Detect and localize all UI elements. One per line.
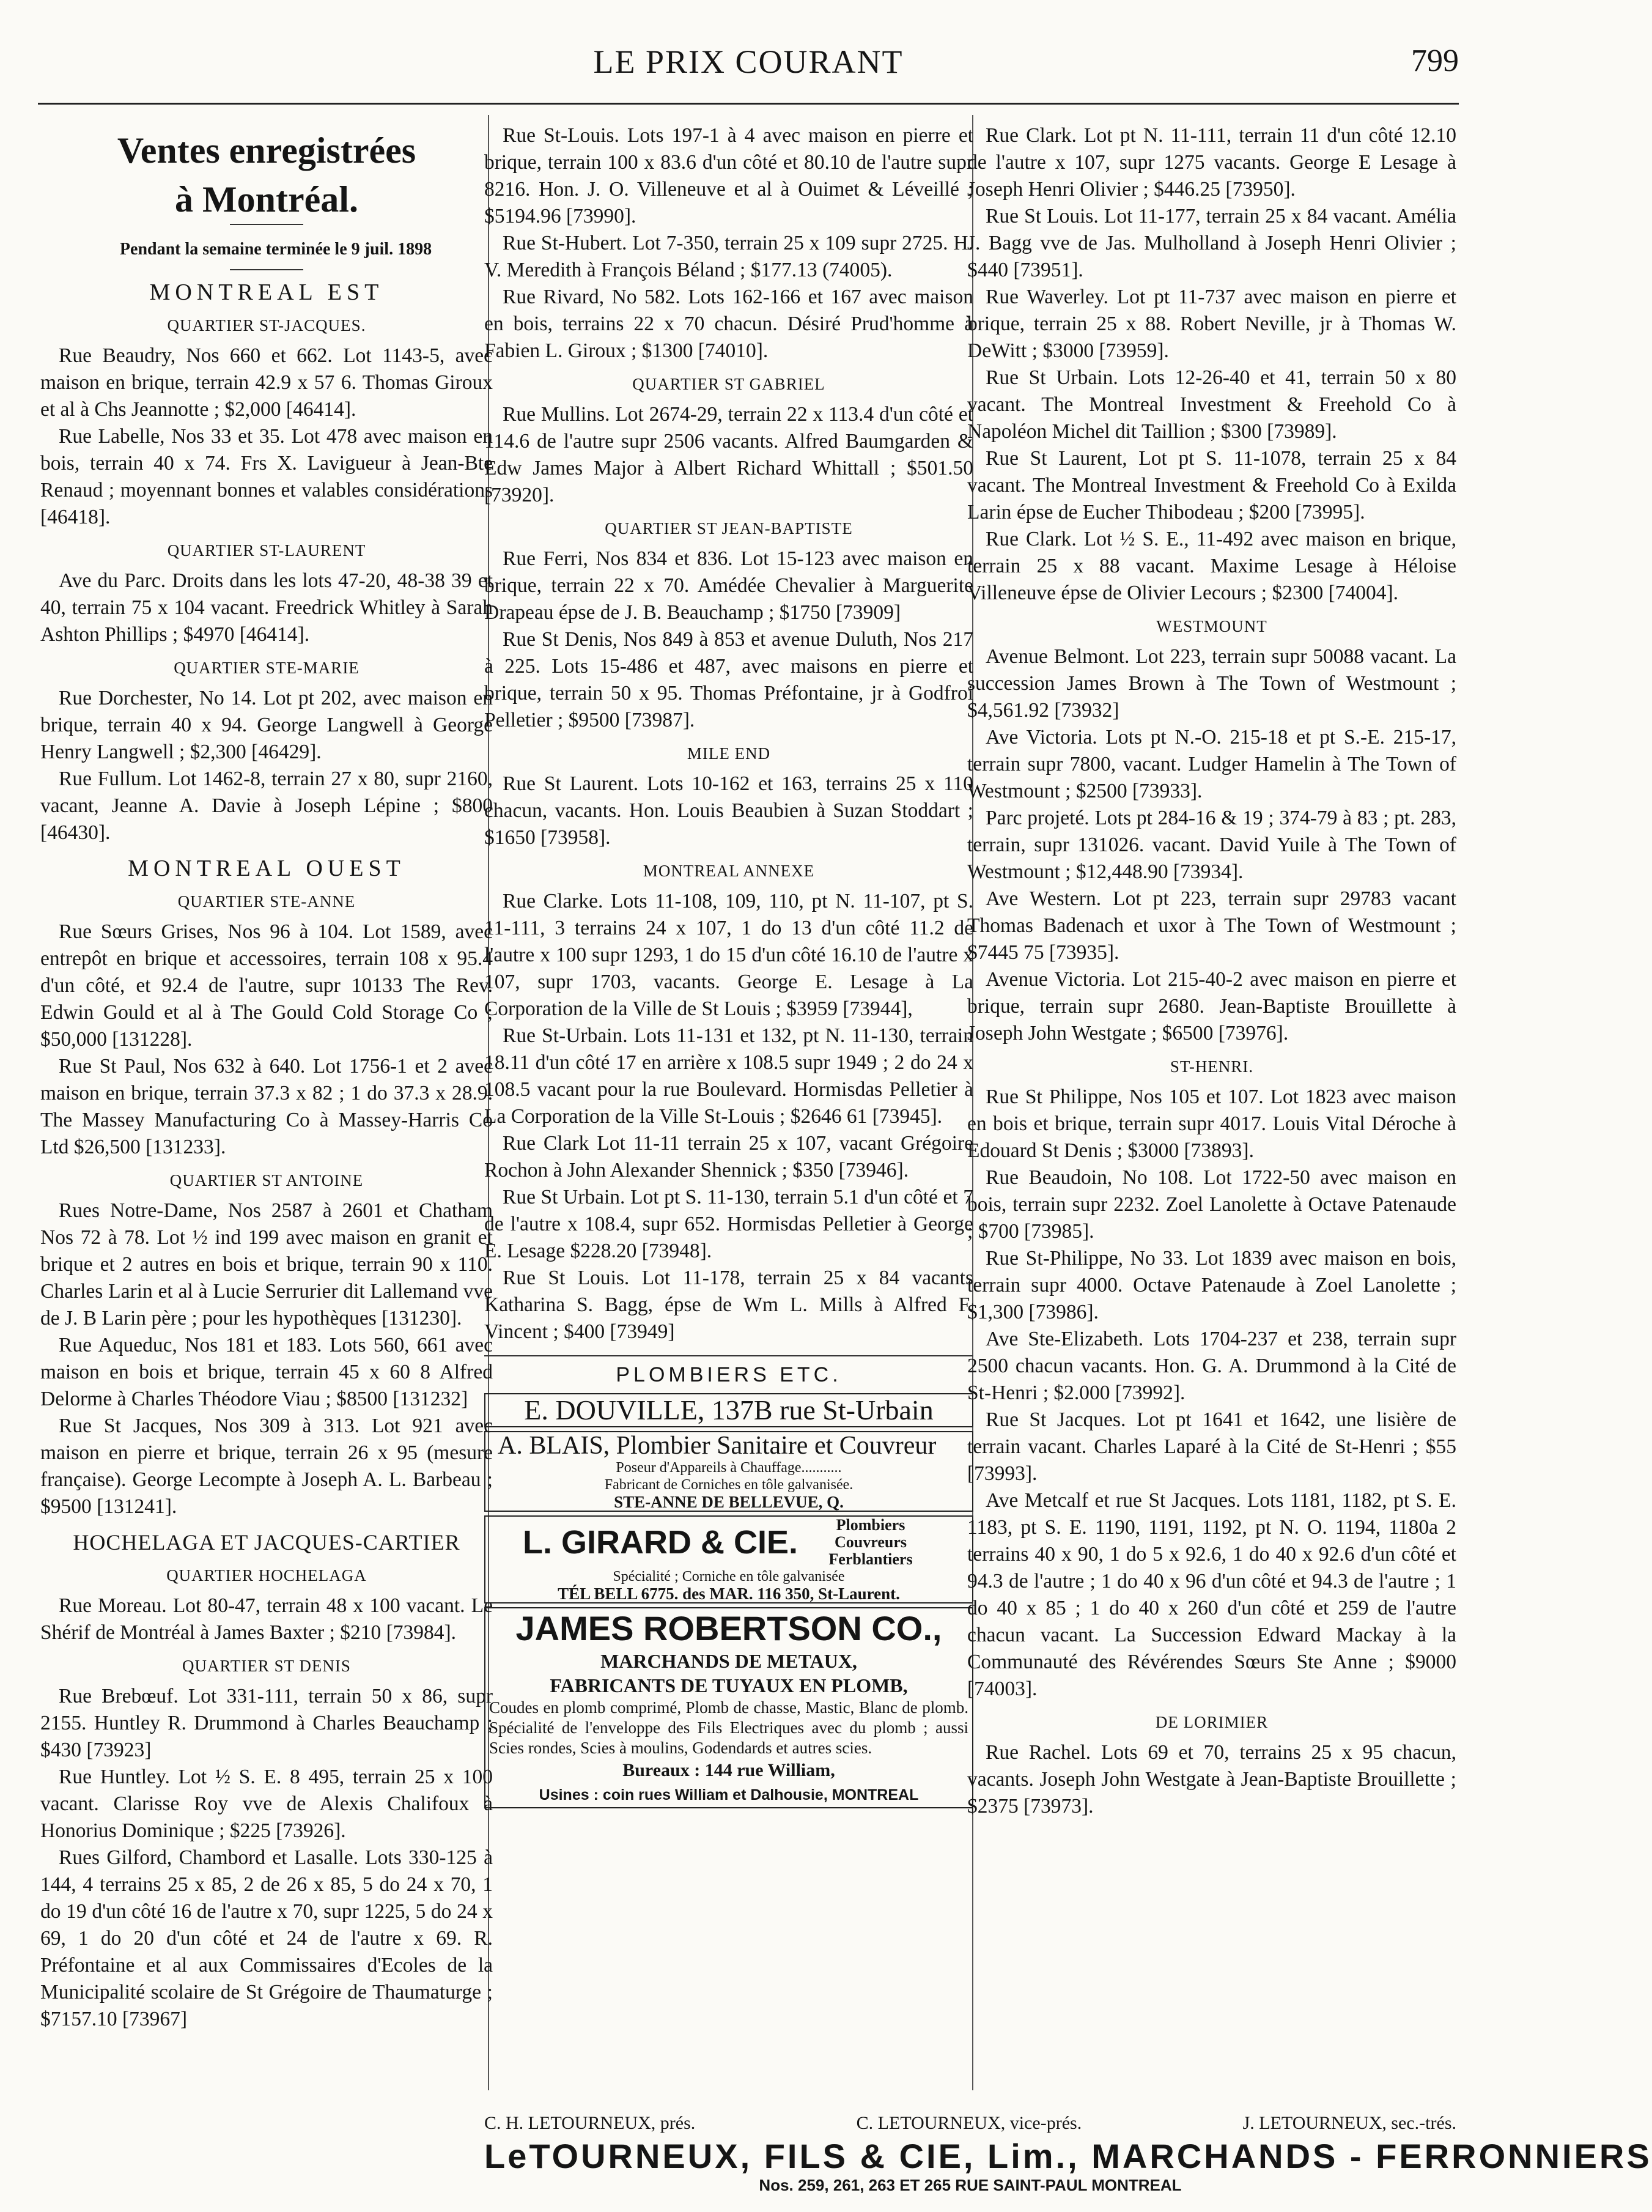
sale-entry: Avenue Belmont. Lot 223, terrain supr 50088 vacant. La succession James Brown à The Town of Westmount ; $4,561.92 [73932]: [967, 645, 1456, 722]
ad-girard-line: Spécialité ; Corniche en tôle galvanisée: [613, 1569, 845, 1585]
sale-entry: Rue Clark Lot 11-11 terrain 25 x 107, vacant Grégoire Rochon à John Alexander Shennick ; $350 [73946].: [484, 1132, 973, 1182]
sale-entry: Parc projeté. Lots pt 284-16 & 19 ; 374-79 à 83 ; pt. 283, terrain, supr 131026. vacant. David Yuile à The Town of Westmount ; $12,448.90 [73934].: [967, 807, 1456, 883]
sale-entry: Rue St Urbain. Lot pt S. 11-130, terrain 5.1 d'un côté et 7 de l'autre x 108.4, supr 652. Hormisdas Pelletier à George E. Lesage $228.20 [73948].: [484, 1186, 973, 1262]
sale-entry: Rues Notre-Dame, Nos 2587 à 2601 et Chatham Nos 72 à 78. Lot ½ ind 199 avec maison en granit et brique et 2 autres en bois et brique, terrain 90 x 110. Charles Larin et al à Lucie Serrurier dit Lallemand vve de J. B Larin père ; pour les hypothèques [131230].: [40, 1199, 493, 1330]
ad-robertson: [484, 1607, 973, 1808]
sale-entry: Ave Ste-Elizabeth. Lots 1704-237 et 238, terrain supr 2500 chacun vacants. Hon. G. A. Drummond à la Cité de St-Henri ; $2.000 [73992].: [967, 1328, 1456, 1404]
officer-vice-president: C. LETOURNEUX, vice-prés.: [856, 2113, 1082, 2133]
sale-entry: Rue St-Hubert. Lot 7-350, terrain 25 x 109 supr 2725. H. V. Meredith à François Béland ; $177.13 (74005).: [484, 232, 973, 281]
sale-entry: Rue St Louis. Lot 11-178, terrain 25 x 84 vacants Katharina S. Bagg, épse de Wm L. Mills à Alfred F. Vincent ; $400 [73949]: [484, 1267, 973, 1343]
ads-heading: PLOMBIERS ETC.: [484, 1355, 973, 1388]
ad-blais-name: A. BLAIS, Plombier Sanitaire et Couvreur: [498, 1432, 937, 1460]
footer-firm-name: LeTOURNEUX, FILS & CIE, Lim., MARCHANDS - FERRONNIERS: [484, 2137, 1652, 2175]
header-rule: [38, 103, 1459, 105]
sale-entry: Rues Gilford, Chambord et Lasalle. Lots 330-125 à 144, 4 terrains 25 x 85, 2 de 26 x 85, 5 do 24 x 70, 1 do 19 d'un côté 16 de l'autre x 70, supr 1225, 5 do 24 x 69, 1 do 20 d'un côté et 24 de l'autre x 69. R. Préfontaine et al aux Commissaires d'Ecoles de la Municipalité scolaire de St Grégoire de Thaumaturge ; $7157.10 [73967]: [40, 1846, 493, 2030]
sale-entry: Rue Sœurs Grises, Nos 96 à 104. Lot 1589, avec entrepôt en brique et accessoires, terrain 108 x 95.4 d'un côté, et 92.4 de l'autre, supr 10133 The Rev. Edwin Gould et al à The Gould Cold Storage Co ; $50,000 [131228].: [40, 920, 493, 1051]
quarter-heading: QUARTIER ST JEAN-BAPTISTE: [605, 519, 853, 538]
quarter-heading: QUARTIER ST-LAURENT: [167, 541, 366, 560]
ad-blais-line: Fabricant de Corniches en tôle galvanisée.: [604, 1477, 854, 1493]
ad-robertson-line: FABRICANTS DE TUYAUX EN PLOMB,: [550, 1674, 908, 1696]
section-title: Ventes enregistrées: [117, 130, 416, 171]
sale-entry: Rue Beaudoin, No 108. Lot 1722-50 avec maison en bois, terrain supr 2232. Zoel Lanolette à Octave Patenaude ; $700 [73985].: [967, 1166, 1456, 1243]
sale-entry: Rue Aqueduc, Nos 181 et 183. Lots 560, 661 avec maison en bois et brique, terrain 45 x 60 8 Alfred Delorme à Charles Théodore Viau ; $8500 [131232]: [40, 1334, 493, 1410]
divider: [230, 269, 303, 270]
quarter-heading: ST-HENRI.: [1170, 1057, 1254, 1076]
footer-address: Nos. 259, 261, 263 ET 265 RUE SAINT-PAUL MONTREAL: [759, 2176, 1182, 2194]
ad-robertson-body: Coudes en plomb comprimé, Plomb de chasse, Mastic, Blanc de plomb. Spécialité de l'enveloppe des Fils Electriques avec du plomb ; aussi Scies rondes, Scies à moulins, Godendards et autres scies.: [489, 1698, 968, 1757]
sale-entry: Rue Huntley. Lot ½ S. E. 8 495, terrain 25 x 100 vacant. Clarisse Roy vve de Alexis Chalifoux à Honorius Dominique ; $225 [73926].: [40, 1766, 493, 1842]
quarter-heading: QUARTIER ST DENIS: [182, 1657, 351, 1675]
ad-douville: [484, 1393, 973, 1427]
sale-entry: Rue Ferri, Nos 834 et 836. Lot 15-123 avec maison en brique, terrain 22 x 70. Amédée Chevalier à Marguerite Drapeau épse de J. B. Beauchamp ; $1750 [73909]: [484, 547, 973, 624]
ad-girard: [484, 1515, 973, 1604]
quarter-heading: QUARTIER STE-MARIE: [174, 659, 360, 677]
ad-blais-location: STE-ANNE DE BELLEVUE, Q.: [614, 1493, 844, 1511]
quarter-heading: QUARTIER ST ANTOINE: [169, 1171, 364, 1189]
ad-blais-line: Poseur d'Appareils à Chauffage...........: [616, 1460, 842, 1476]
sale-entry: Rue Beaudry, Nos 660 et 662. Lot 1143-5, avec maison en brique, terrain 42.9 x 57 6. Thomas Giroux et al à Chs Jeannotte ; $2,000 [46414].: [40, 344, 493, 421]
sale-entry: Rue St Denis, Nos 849 à 853 et avenue Duluth, Nos 217 à 225. Lots 15-486 et 487, avec maisons en pierre et brique, terrain 50 x 95. Thomas Préfontaine, jr à Godfroi Pelletier ; $9500 [73987].: [484, 628, 973, 731]
sale-entry: Rue St Paul, Nos 632 à 640. Lot 1756-1 et 2 avec maison en brique, terrain 37.3 x 82 ; 1 do 37.3 x 28.9. The Massey Manufacturing Co à Massey-Harris Co Ltd $26,500 [131233].: [40, 1055, 493, 1158]
page-header: [0, 43, 1497, 80]
sale-entry: Ave Western. Lot pt 223, terrain supr 29783 vacant Thomas Badenach et uxor à The Town of Westmount ; $7445 75 [73935].: [967, 887, 1456, 964]
ad-robertson-name: JAMES ROBERTSON CO.,: [515, 1609, 942, 1648]
officer-president: C. H. LETOURNEUX, prés.: [484, 2113, 696, 2133]
sale-entry: Rue Moreau. Lot 80-47, terrain 48 x 100 vacant. Le Shérif de Montréal à James Baxter ; $210 [73984].: [40, 1594, 493, 1644]
quarter-heading: WESTMOUNT: [1156, 617, 1267, 635]
sale-entry: Rue St Laurent, Lot pt S. 11-1078, terrain 25 x 84 vacant. The Montreal Investment & Freehold Co à Exilda Larin épse de Eucher Thibodeau ; $200 [73995].: [967, 447, 1456, 523]
district-heading: MONTREAL OUEST: [128, 856, 405, 881]
sale-entry: Rue Brebœuf. Lot 331-111, terrain 50 x 86, supr 2155. Huntley R. Drummond à Charles Beauchamp ; $430 [73923]: [40, 1685, 493, 1761]
column-2: [484, 122, 973, 1812]
sale-entry: Rue Dorchester, No 14. Lot pt 202, avec maison en brique, terrain 40 x 94. George Langwell à George Henry Langwell ; $2,300 [46429].: [40, 687, 493, 763]
footer-ad: [484, 2113, 1652, 2195]
sale-entry: Rue Clark. Lot ½ S. E., 11-492 avec maison en brique, terrain 25 x 88 vacant. Maxime Lesage à Héloise Villeneuve épse de Olivier Lecours ; $2300 [74004].: [967, 528, 1456, 604]
quarter-heading: QUARTIER HOCHELAGA: [166, 1566, 367, 1585]
sale-entry: Rue Mullins. Lot 2674-29, terrain 22 x 113.4 d'un côté et 114.6 de l'autre supr 2506 vacants. Alfred Baumgarden & Edw James Major à Albert Richard Whittall ; $501.50 [73920].: [484, 403, 973, 506]
quarter-heading: QUARTIER ST-JACQUES.: [167, 316, 366, 335]
journal-title: LE PRIX COURANT: [593, 43, 904, 80]
ad-robertson-works: Usines : coin rues William et Dalhousie, MONTREAL: [539, 1786, 919, 1803]
ad-girard-trade: Plombiers Couvreurs Ferblantiers: [828, 1516, 913, 1568]
page-number: 799: [1411, 43, 1459, 78]
ad-robertson-office: Bureaux : 144 rue William,: [622, 1760, 835, 1780]
district-heading: MONTREAL EST: [149, 279, 384, 305]
quarter-heading: DE LORIMIER: [1155, 1713, 1269, 1731]
section-subtitle: Pendant la semaine terminée le 9 juil. 1898: [119, 240, 432, 259]
sale-entry: Rue Clark. Lot pt N. 11-111, terrain 11 d'un côté 12.10 de l'autre x 107, supr 1275 vacants. George E Lesage à Joseph Henri Olivier ; $446.25 [73950].: [967, 124, 1456, 201]
footer-officers: [484, 2113, 1456, 2134]
sale-entry: Rue St-Philippe, No 33. Lot 1839 avec maison en bois, terrain supr 4000. Octave Patenaude à Zoel Lanolette ; $1,300 [73986].: [967, 1247, 1456, 1323]
section-title-2: à Montréal.: [175, 179, 358, 220]
sale-entry: Rue St-Louis. Lots 197-1 à 4 avec maison en pierre et brique, terrain 100 x 83.6 d'un côté et 80.10 de l'autre supr 8216. Hon. J. O. Villeneuve et al à Ouimet & Léveillé ; $5194.96 [73990].: [484, 124, 973, 227]
sale-entry: Rue St Louis. Lot 11-177, terrain 25 x 84 vacant. Amélia J. Bagg vve de Jas. Mulholland à Joseph Henri Olivier ; $440 [73951].: [967, 205, 1456, 281]
sale-entry: Rue St Philippe, Nos 105 et 107. Lot 1823 avec maison en bois et brique, terrain supr 4017. Louis Vital Déroche à Edouard St Denis ; $3000 [73893].: [967, 1086, 1456, 1162]
column-1: [40, 122, 493, 2033]
sale-entry: Rue Waverley. Lot pt 11-737 avec maison en pierre et brique, terrain 25 x 88. Robert Neville, jr à Thomas W. DeWitt ; $3000 [73959].: [967, 286, 1456, 362]
sale-entry: Rue St Laurent. Lots 10-162 et 163, terrains 25 x 110 chacun, vacants. Hon. Louis Beaubien à Suzan Stoddart ; $1650 [73958].: [484, 772, 973, 849]
district-heading: HOCHELAGA ET JACQUES-CARTIER: [73, 1530, 460, 1555]
sale-entry: Rue Clarke. Lots 11-108, 109, 110, pt N. 11-107, pt S. 11-111, 3 terrains 24 x 107, 1 do 13 d'un côté 11.2 de l'autre x 100 supr 1293, 1 do 15 d'un côté 16.10 de l'autre x 107, supr 1703, vacants. George E. Lesage à La Corporation de la Ville de St Louis ; $3959 [73944],: [484, 890, 973, 1020]
sale-entry: Ave Metcalf et rue St Jacques. Lots 1181, 1182, pt S. E. 1183, pt S. E. 1190, 1191, 1192, pt N. O. 1194, 1180a 2 terrains 40 x 90, 1 do 5 x 92.6, 1 do 40 x 92.6 d'un côté et 94.3 de l'autre ; 1 do 40 x 96 d'un côté et 94.3 de l'autre ; 1 do 40 x 85 ; 1 do 40 x 260 d'un côté et 259 de l'autre chacun vacant. La Succession Edward Mackay à la Communauté des Révérendes Sœurs Ste Anne ; $9000 [74003].: [967, 1489, 1456, 1700]
sale-entry: Ave du Parc. Droits dans les lots 47-20, 48-38 39 et 40, terrain 75 x 104 vacant. Freedrick Whitley à Sarah Ashton Phillips ; $4970 [46414].: [40, 569, 493, 646]
quarter-heading: QUARTIER ST GABRIEL: [632, 375, 825, 393]
ad-robertson-line: MARCHANDS DE METAUX,: [600, 1650, 857, 1672]
ad-blais: [484, 1431, 973, 1512]
officer-secretary: J. LETOURNEUX, sec.-trés.: [1242, 2113, 1456, 2133]
quarter-heading: MONTREAL ANNEXE: [643, 862, 815, 880]
quarter-heading: QUARTIER STE-ANNE: [177, 892, 356, 911]
quarter-heading: MILE END: [687, 744, 771, 763]
ad-girard-line: TÉL BELL 6775. des MAR. 116 350, St-Laurent.: [558, 1585, 900, 1603]
sale-entry: Rue Rivard, No 582. Lots 162-166 et 167 avec maison en bois, terrains 22 x 70 chacun. Désiré Prud'homme à Fabien L. Giroux ; $1300 [74010].: [484, 286, 973, 362]
sale-entry: Rue St Jacques. Lot pt 1641 et 1642, une lisière de terrain vacant. Charles Laparé à la Cité de St-Henri ; $55 [73993].: [967, 1408, 1456, 1485]
sale-entry: Rue Labelle, Nos 33 et 35. Lot 478 avec maison en bois, terrain 40 x 74. Frs X. Lavigueur à Jean-Bte Renaud ; moyennant bonnes et valables considérations [46418].: [40, 425, 493, 528]
sale-entry: Rue St-Urbain. Lots 11-131 et 132, pt N. 11-130, terrain 18.11 d'un côté 17 en arrière x 108.5 supr 1949 ; 2 do 24 x 108.5 vacant pour la rue Boulevard. Hormisdas Pelletier à La Corporation de la Ville St-Louis ; $2646 61 [73945].: [484, 1024, 973, 1128]
sale-entry: Avenue Victoria. Lot 215-40-2 avec maison en pierre et brique, terrain supr 2680. Jean-Baptiste Brouillette à Joseph John Westgate ; $6500 [73976].: [967, 968, 1456, 1045]
divider: [230, 224, 303, 225]
ad-girard-name: L. GIRARD & CIE.: [522, 1524, 798, 1561]
sale-entry: Ave Victoria. Lots pt N.-O. 215-18 et pt S.-E. 215-17, terrain supr 7800, vacant. Ludger Hamelin à The Town of Westmount ; $2500 [73933].: [967, 726, 1456, 802]
sale-entry: Rue St Urbain. Lots 12-26-40 et 41, terrain 50 x 80 vacant. The Montreal Investment & Freehold Co à Napoléon Michel dit Taillion ; $300 [73989].: [967, 366, 1456, 443]
sale-entry: Rue St Jacques, Nos 309 à 313. Lot 921 avec maison en pierre et brique, terrain 26 x 95 (mesure française). George Lecompte à Joseph A. L. Barbeau ; $9500 [131241].: [40, 1415, 493, 1518]
sale-entry: Rue Fullum. Lot 1462-8, terrain 27 x 80, supr 2160, vacant, Jeanne A. Davie à Joseph Lépine ; $800 [46430].: [40, 768, 493, 844]
sale-entry: Rue Rachel. Lots 69 et 70, terrains 25 x 95 chacun, vacants. Joseph John Westgate à Jean-Baptiste Brouillette ; $2375 [73973].: [967, 1741, 1456, 1818]
column-3: [967, 122, 1456, 1820]
ad-douville-text: E. DOUVILLE, 137B rue St-Urbain: [524, 1394, 934, 1426]
